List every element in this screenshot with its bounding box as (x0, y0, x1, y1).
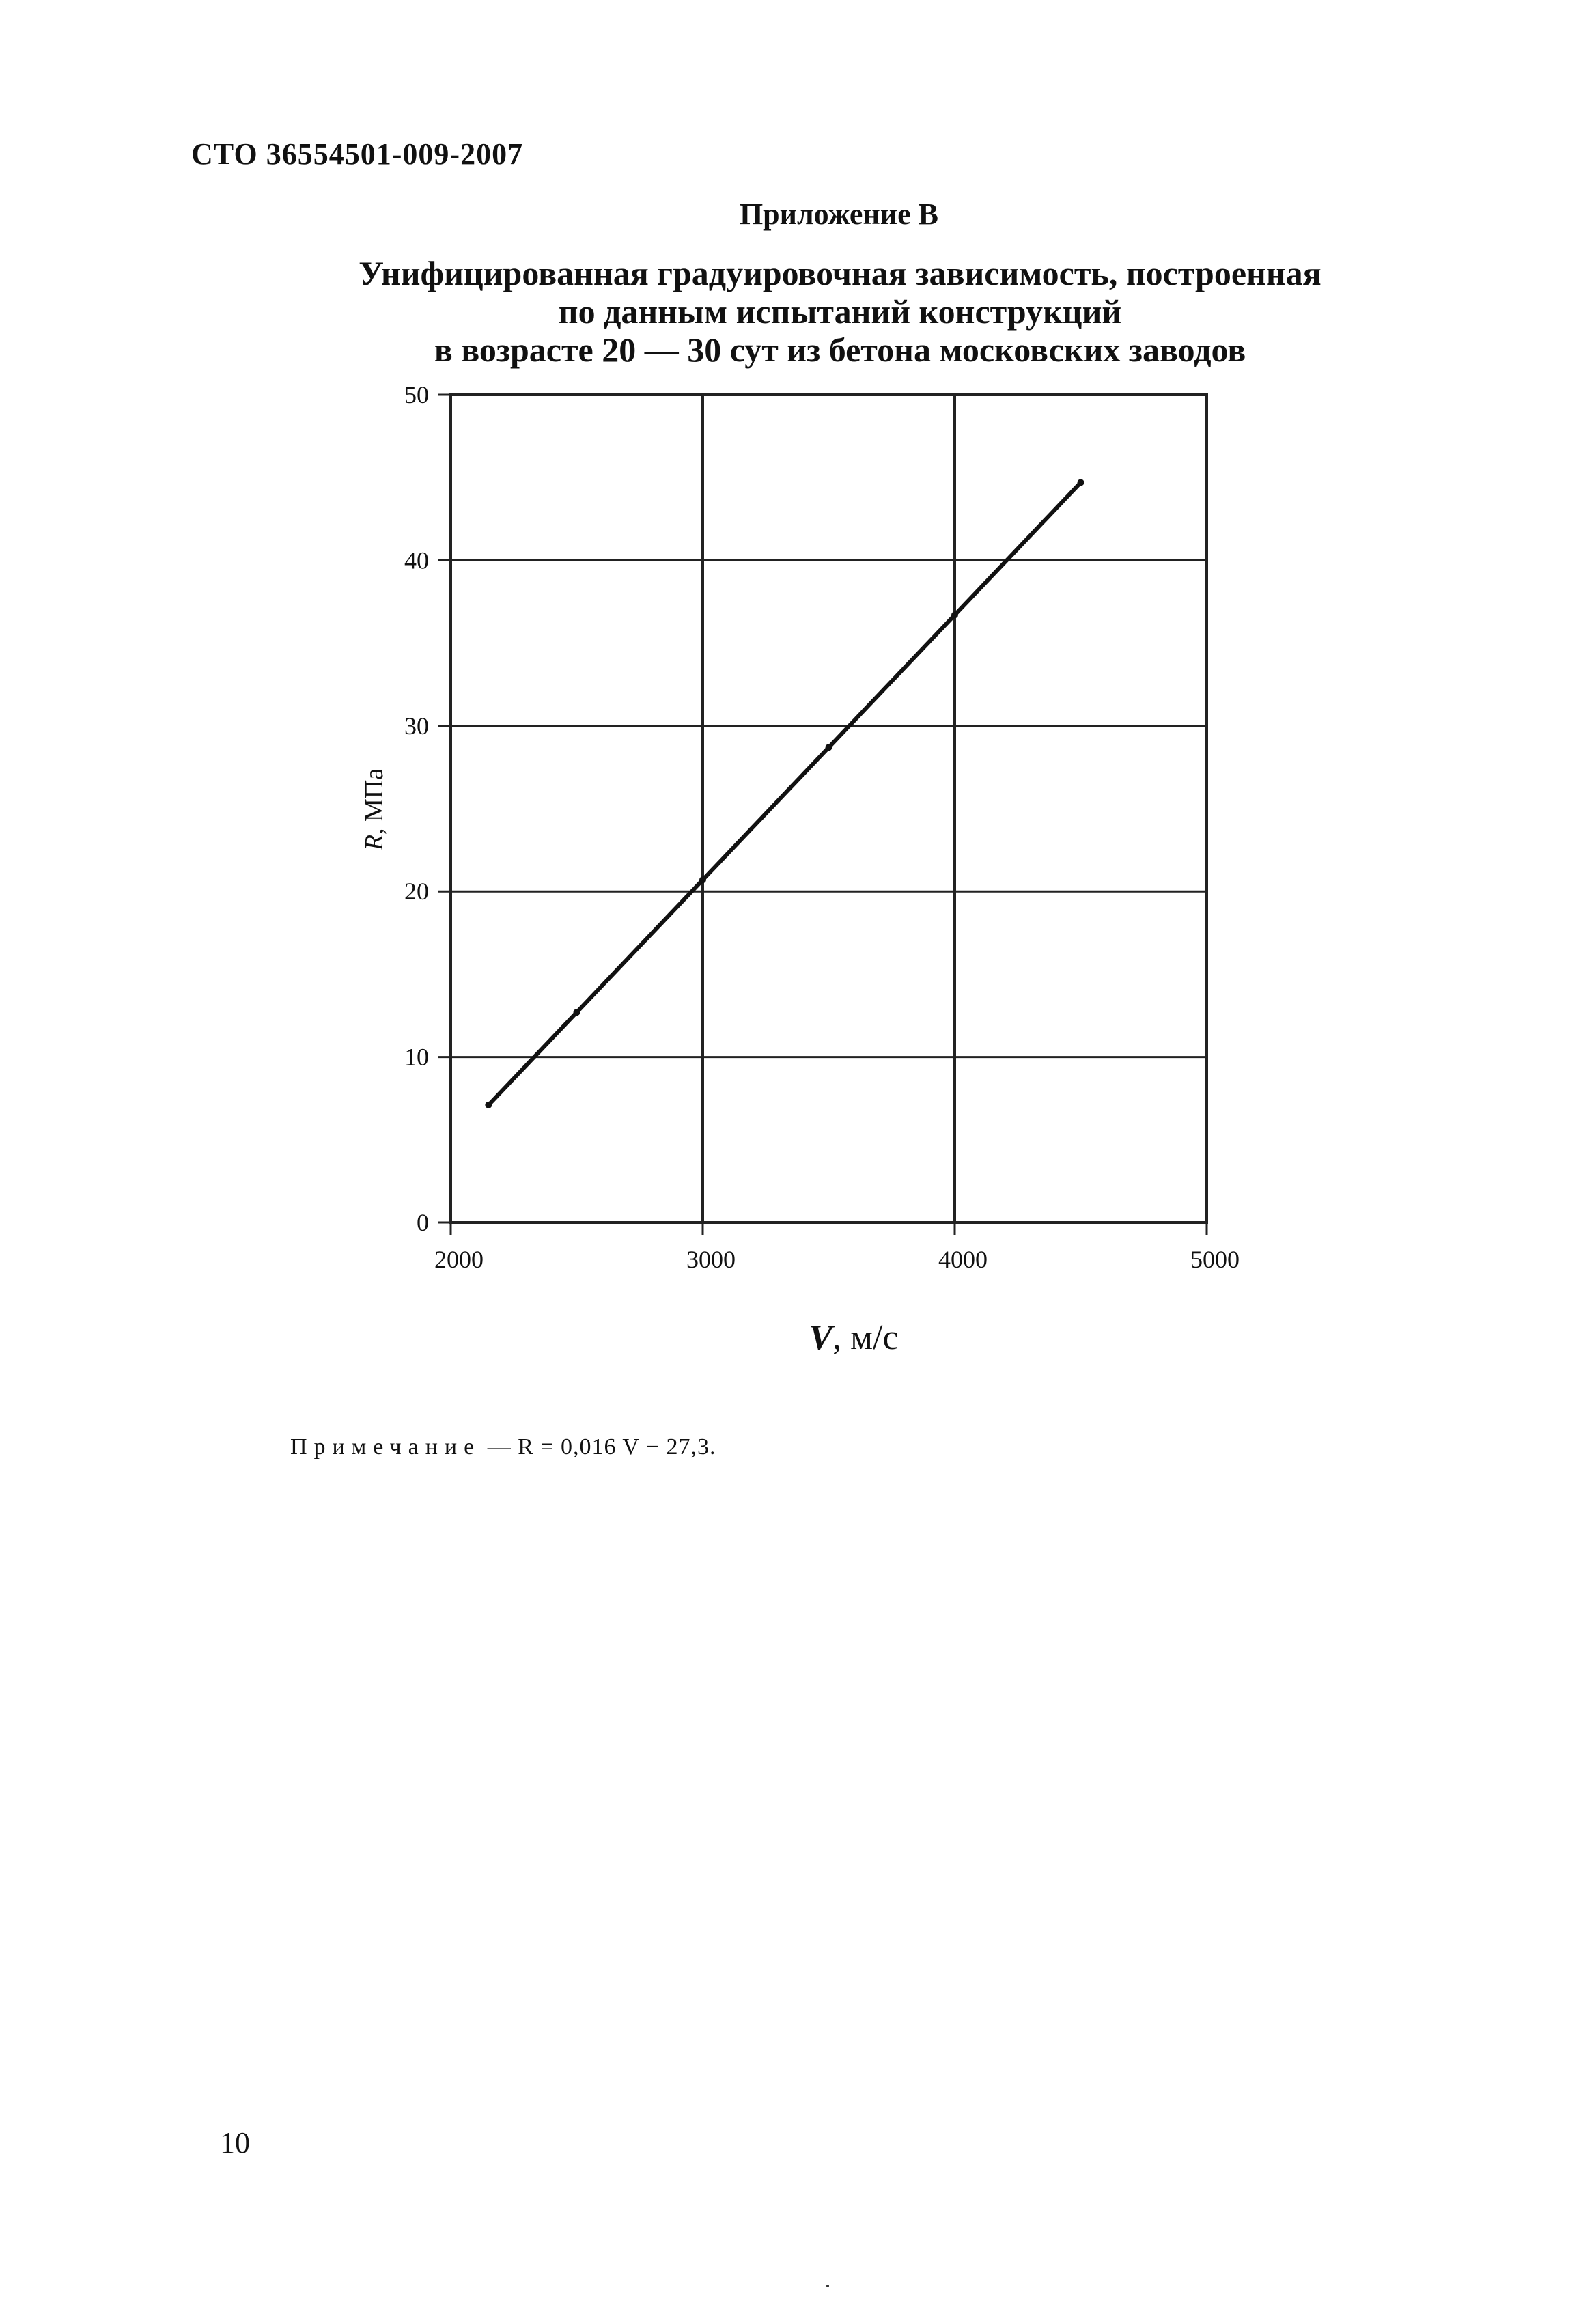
y-tick-label-10: 10 (404, 1043, 429, 1071)
chart-title-line-1: Унифицированная градуировочная зависимость, построенная (359, 254, 1321, 292)
y-tick-label-0: 0 (417, 1209, 429, 1236)
note-dash: — (481, 1434, 518, 1460)
x-axis-label (809, 1318, 898, 1357)
y-axis-var: R (360, 834, 389, 851)
chart-title-line-3: в возрасте 20 — 30 сут из бетона московских заводов (434, 331, 1246, 369)
x-tick-label-5000: 5000 (1190, 1246, 1240, 1273)
note-formula: R = 0,016 V − 27,3. (518, 1434, 716, 1460)
x-axis-var: V (809, 1318, 833, 1357)
y-axis-unit: , МПа (360, 768, 389, 835)
plot-frame (451, 395, 1207, 1223)
x-tick-label-4000: 4000 (938, 1246, 988, 1273)
appendix-label: Приложение В (739, 197, 939, 231)
y-tick-label-30: 30 (404, 712, 429, 740)
x-tick-label-3000: 3000 (686, 1246, 736, 1273)
x-tick-label-2000: 2000 (434, 1246, 484, 1273)
y-tick-label-20: 20 (404, 878, 429, 906)
x-axis-unit: , м/с (832, 1318, 899, 1357)
data-point-0-4 (951, 611, 958, 618)
note (290, 1434, 716, 1460)
page-number: 10 (220, 2126, 250, 2160)
data-point-0-3 (826, 744, 832, 751)
speck (826, 2285, 829, 2287)
document-code: СТО 36554501-009-2007 (191, 137, 524, 171)
y-tick-label-40: 40 (404, 546, 429, 574)
note-prefix: Примечание (290, 1434, 481, 1460)
data-point-0-2 (699, 876, 706, 883)
y-axis-label (360, 768, 389, 851)
y-tick-label-50: 50 (404, 381, 429, 408)
data-point-0-1 (574, 1009, 580, 1016)
data-point-0-0 (485, 1102, 492, 1108)
chart-title-line-2: по данным испытаний конструкций (558, 292, 1122, 331)
data-point-0-5 (1078, 479, 1084, 486)
